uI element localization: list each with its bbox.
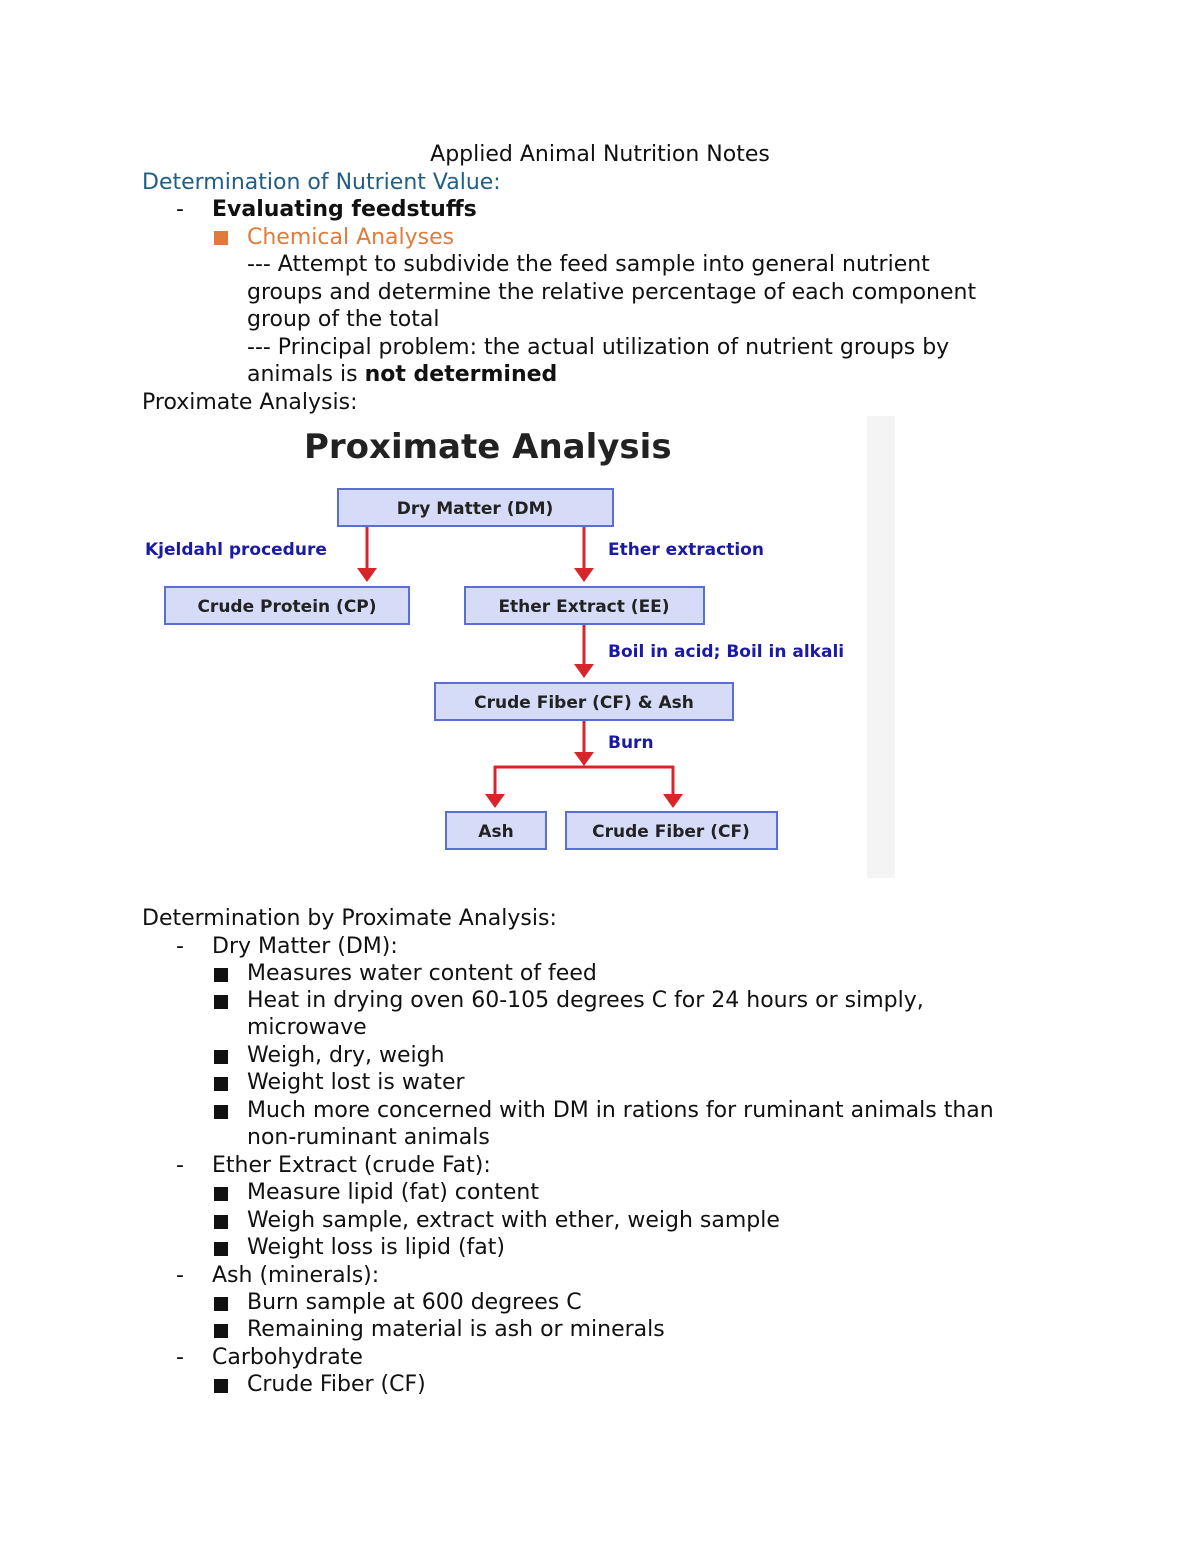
square-bullet (214, 1379, 228, 1393)
list-item: Weight loss is lipid (fat) (247, 1235, 505, 1260)
not-determined-text: not determined (364, 362, 558, 387)
dash-bullet: - (176, 1263, 184, 1288)
list-item: Much more concerned with DM in rations for ruminant animals than (247, 1098, 994, 1123)
section-heading-determination: Determination by Proximate Analysis: (142, 906, 557, 931)
label-ether-extraction: Ether extraction (608, 540, 764, 560)
square-bullet (214, 1242, 228, 1256)
page-title: Applied Animal Nutrition Notes (430, 142, 770, 167)
square-bullet (214, 1105, 228, 1119)
paragraph-line: group of the total (247, 307, 440, 332)
list-item: Crude Fiber (CF) (247, 1372, 426, 1397)
list-item: Measures water content of feed (247, 961, 597, 986)
list-item-continued: non-ruminant animals (247, 1125, 490, 1150)
section-heading-nutrient-value: Determination of Nutrient Value: (142, 170, 501, 195)
group-label-carbohydrate: Carbohydrate (212, 1345, 363, 1370)
paragraph-line: groups and determine the relative percentage of each component (247, 280, 977, 305)
arrow-head (357, 568, 377, 582)
arrow-head (574, 664, 594, 678)
box-label: Ether Extract (EE) (498, 597, 670, 617)
list-item: Weigh sample, extract with ether, weigh sample (247, 1208, 780, 1233)
box-label: Crude Protein (CP) (197, 597, 377, 617)
square-bullet (214, 1297, 228, 1311)
square-bullet (214, 968, 228, 982)
sub-chemical-analyses: Chemical Analyses (247, 225, 455, 250)
dash-bullet: - (176, 197, 184, 222)
square-bullet (214, 1215, 228, 1229)
square-bullet (214, 1187, 228, 1201)
dash-bullet: - (176, 1345, 184, 1370)
group-label-ash: Ash (minerals): (212, 1263, 380, 1288)
square-bullet (214, 995, 228, 1009)
group-label-ether-extract: Ether Extract (crude Fat): (212, 1153, 491, 1178)
bullet-evaluating-feedstuffs: Evaluating feedstuffs (212, 197, 477, 222)
list-item: Measure lipid (fat) content (247, 1180, 539, 1205)
list-item-continued: microwave (247, 1015, 367, 1040)
box-label: Crude Fiber (CF) (592, 822, 750, 842)
paragraph-line: --- Attempt to subdivide the feed sample into general nutrient (247, 252, 930, 277)
square-bullet (214, 1050, 228, 1064)
group-label-dry-matter: Dry Matter (DM): (212, 934, 398, 959)
box-label: Crude Fiber (CF) & Ash (474, 693, 694, 713)
diagram-title: Proximate Analysis (304, 427, 672, 467)
paragraph-line (247, 361, 557, 389)
list-item: Weight lost is water (247, 1070, 465, 1095)
square-bullet (214, 1324, 228, 1338)
paragraph-text: animals is (247, 362, 365, 387)
label-kjeldahl: Kjeldahl procedure (145, 540, 327, 560)
arrow-head (485, 794, 505, 808)
arrow-head (663, 794, 683, 808)
proximate-analysis-label: Proximate Analysis: (142, 390, 358, 415)
box-label: Dry Matter (DM) (396, 499, 554, 519)
paragraph-line: --- Principal problem: the actual utilization of nutrient groups by (247, 335, 950, 360)
label-burn: Burn (608, 733, 654, 753)
arrow-head (574, 752, 594, 766)
square-bullet (214, 1077, 228, 1091)
label-boil: Boil in acid; Boil in alkali (608, 642, 845, 662)
list-item: Burn sample at 600 degrees C (247, 1290, 582, 1315)
arrow-head (574, 568, 594, 582)
box-label: Ash (478, 822, 514, 842)
dash-bullet: - (176, 934, 184, 959)
list-item: Remaining material is ash or minerals (247, 1317, 665, 1342)
list-item: Weigh, dry, weigh (247, 1043, 445, 1068)
square-bullet (214, 231, 228, 245)
dash-bullet: - (176, 1153, 184, 1178)
list-item: Heat in drying oven 60-105 degrees C for 24 hours or simply, (247, 988, 924, 1013)
proximate-analysis-diagram (140, 416, 895, 878)
